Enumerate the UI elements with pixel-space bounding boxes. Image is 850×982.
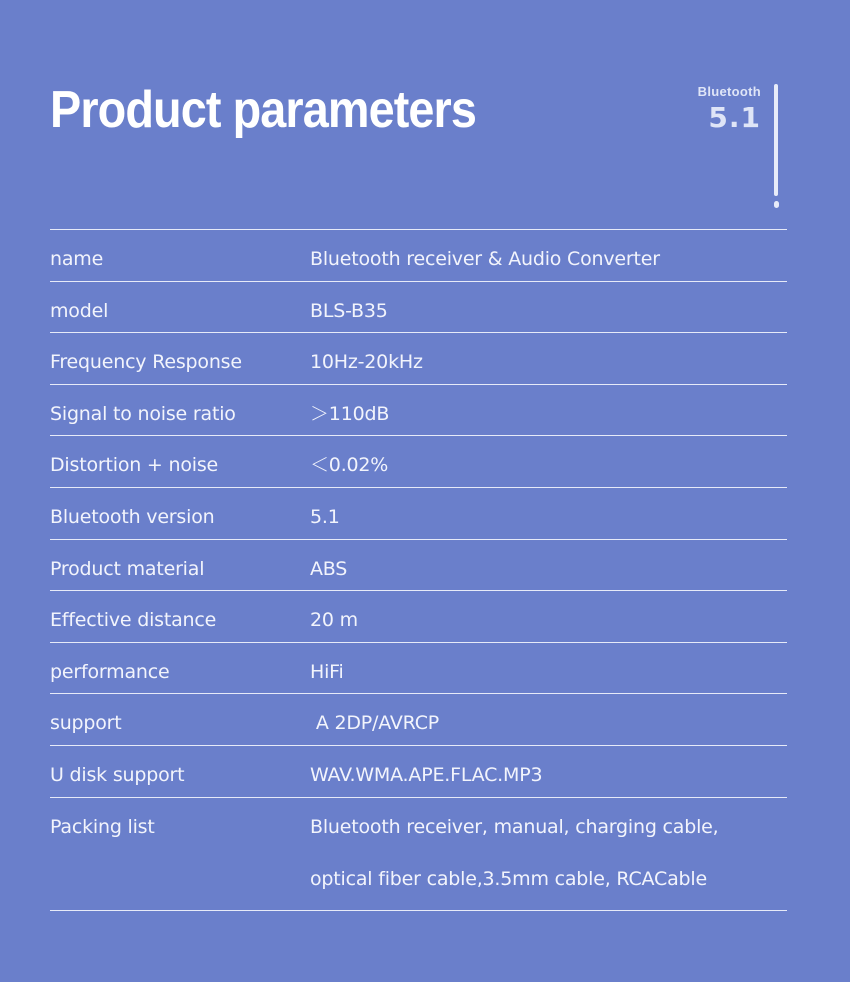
- param-value: Bluetooth receiver & Audio Converter: [310, 248, 660, 270]
- table-row: [50, 798, 787, 911]
- table-row: [50, 488, 787, 540]
- bluetooth-version-badge: [698, 84, 761, 136]
- table-row: [50, 540, 787, 592]
- param-name: support: [50, 712, 122, 735]
- table-row: [50, 385, 787, 437]
- badge-divider-bar: [774, 84, 778, 196]
- table-row: [50, 694, 787, 746]
- param-name: Distortion + noise: [50, 454, 219, 477]
- table-row: [50, 230, 787, 282]
- param-value: HiFi: [310, 660, 344, 683]
- param-name: Bluetooth version: [50, 505, 215, 528]
- param-value-line: optical fiber cable,3.5mm cable, RCACable: [310, 867, 707, 890]
- param-value: A 2DP/AVRCP: [310, 712, 440, 735]
- table-row: [50, 333, 787, 385]
- param-value: 5.1: [310, 505, 340, 528]
- param-value: ABS: [310, 557, 348, 580]
- badge-divider-dot: [774, 201, 779, 208]
- param-value-line: Bluetooth receiver, manual, charging cable,: [310, 815, 719, 838]
- table-row: [50, 746, 787, 798]
- param-value: ＜0.02%: [310, 454, 389, 477]
- table-row: [50, 282, 787, 334]
- param-name: performance: [50, 660, 170, 683]
- param-value: WAV.WMA.APE.FLAC.MP3: [310, 763, 543, 786]
- param-name: Effective distance: [50, 609, 217, 632]
- param-name: name: [50, 248, 104, 270]
- param-name: U disk support: [50, 763, 185, 786]
- table-row: [50, 436, 787, 488]
- param-value: 10Hz-20kHz: [310, 351, 423, 374]
- param-name: Frequency Response: [50, 351, 242, 374]
- badge-value: 5.1: [708, 101, 761, 134]
- page-title: Product parameters: [50, 81, 476, 139]
- parameters-table: [50, 229, 787, 911]
- param-value: 20 m: [310, 609, 358, 632]
- param-name: Signal to noise ratio: [50, 402, 236, 425]
- table-row: [50, 643, 787, 695]
- param-name: Packing list: [50, 815, 155, 838]
- param-name: Product material: [50, 557, 205, 580]
- param-name: model: [50, 299, 109, 322]
- param-value: ＞110dB: [310, 402, 390, 425]
- table-row: [50, 591, 787, 643]
- badge-label: Bluetooth: [697, 84, 761, 99]
- param-value: BLS-B35: [310, 299, 388, 322]
- param-value-multiline: [310, 798, 787, 905]
